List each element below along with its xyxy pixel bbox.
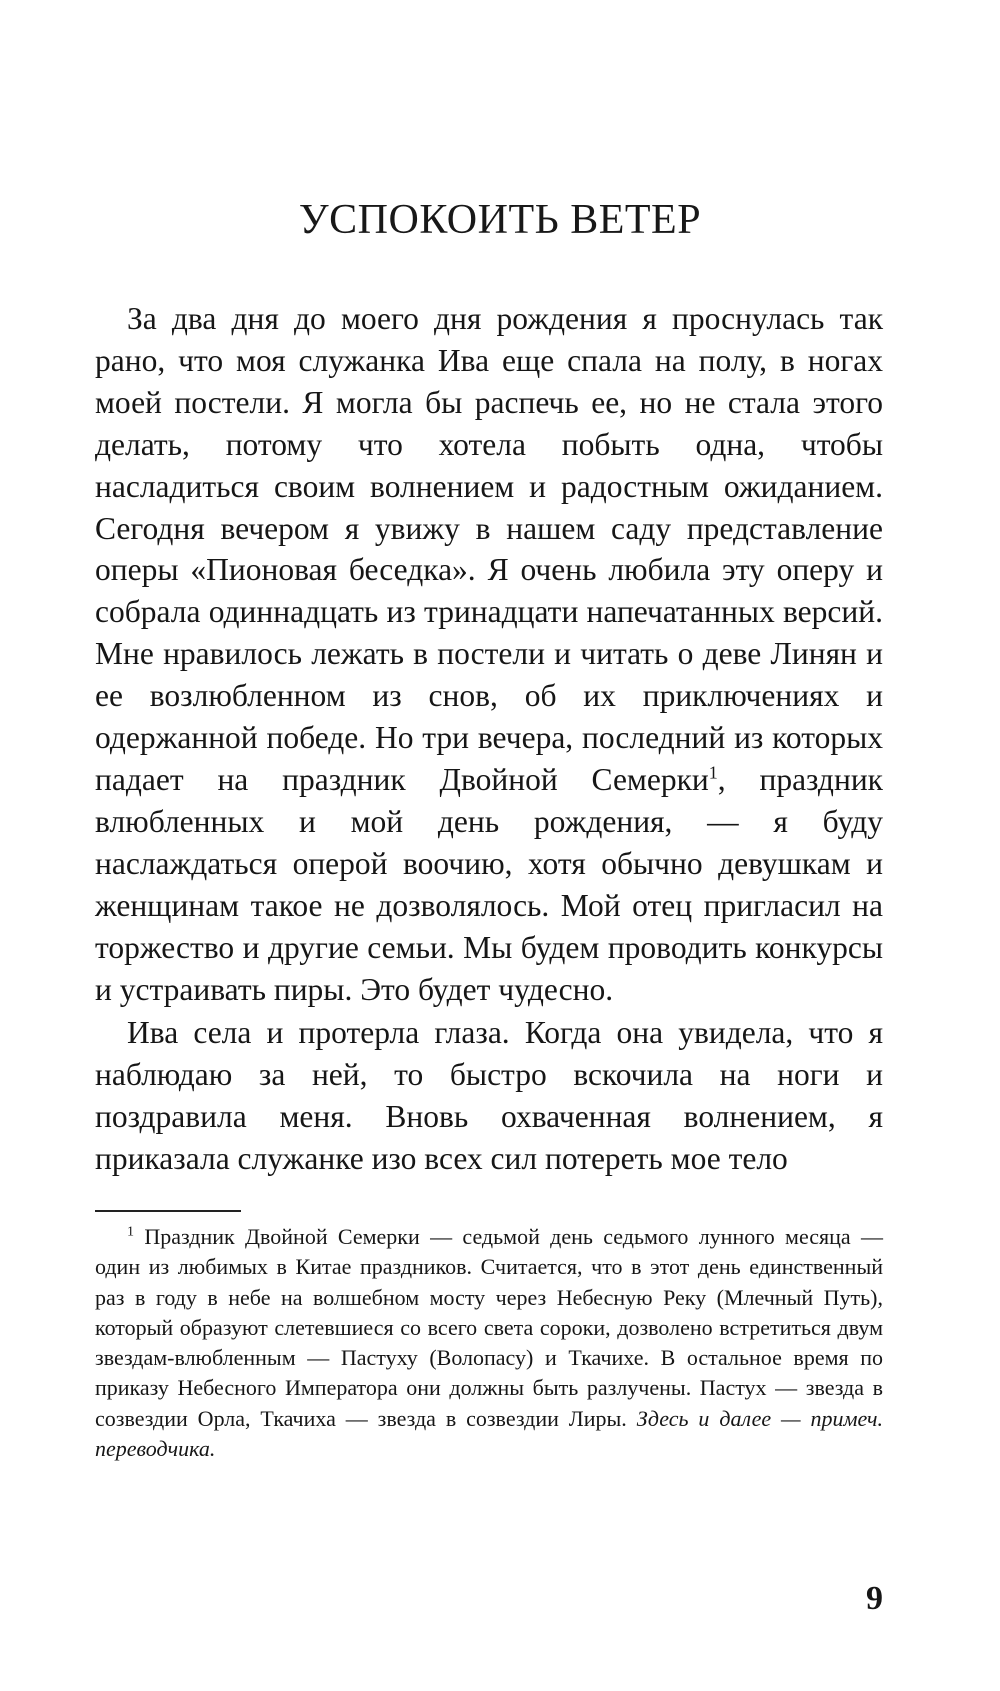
paragraph-1-text-b: , праздник влюбленных и мой день рождения, — я буду наслаждаться оперой воочию, хотя обычно девушкам и женщинам такое не дозволялось. Мой отец пригласил на торжество и другие семьи. Мы будем проводить конкурсы и устраивать пиры. Это будет чудесно. [95, 761, 883, 1007]
footnote-divider [95, 1210, 241, 1212]
paragraph-1-text-a: За два дня до моего дня рождения я проснулась так рано, что моя служанка Ива еще спала на полу, в ногах моей постели. Я могла бы распечь ее, но не стала этого делать, потому что хотела побыть одна, чтобы насладиться своим волнением и радостным ожиданием. Сегодня вечером я увижу в нашем саду представление оперы «Пионовая беседка». Я очень любила эту оперу и собрала одиннадцать из тринадцати напечатанных версий. Мне нравилось лежать в постели и читать о деве Линян и ее возлюбленном из снов, об их приключениях и одержанной победе. Но три вечера, последний из которых падает на праздник Двойной Семерки [95, 301, 883, 797]
footnote-reference: 1 [708, 762, 718, 783]
footnote [95, 1222, 883, 1464]
footnote-translator-note: Здесь и далее — примеч. переводчика. [95, 1405, 884, 1462]
footnote-mark: 1 [127, 1224, 134, 1240]
page-number: 9 [866, 1580, 883, 1617]
paragraph-1 [95, 298, 883, 1010]
main-text [95, 298, 883, 1180]
footnote-text: Праздник Двойной Семерки — седьмой день седьмого лунного месяца — один из любимых в Китае праздников. Считается, что в этот день единственный раз в году в небе на волшебном мосту через Небесную Реку (Млечный Путь), который образуют слетевшиеся со всего света сороки, дозволено встретиться двум звездам-влюбленным — Пастуху (Волопасу) и Ткачихе. В остальное время по приказу Небесного Императора они должны быть разлучены. Пастух — звезда в созвездии Орла, Ткачиха — звезда в созвездии Лиры. [95, 1224, 884, 1431]
paragraph-2: Ива села и протерла глаза. Когда она увидела, что я наблюдаю за ней, то быстро вскочила на ноги и поздравила меня. Вновь охваченная волнением, я приказала служанке изо всех сил потереть мое тело [95, 1015, 883, 1177]
chapter-title: УСПОКОИТЬ ВЕТЕР [298, 197, 702, 243]
